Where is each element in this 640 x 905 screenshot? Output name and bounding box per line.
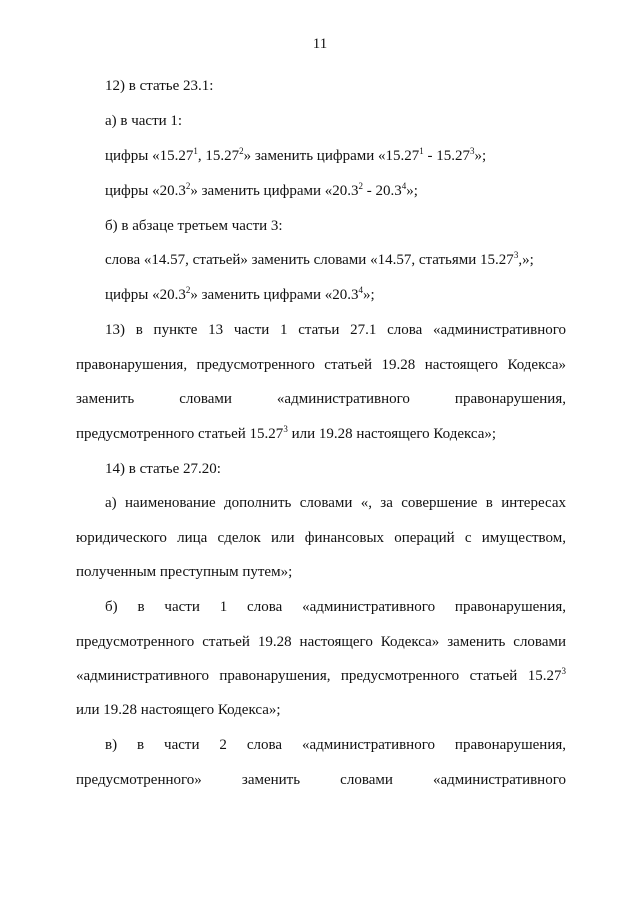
text-line: 14) в статье 27.20: [105, 461, 221, 477]
text-line: слова «14.57, статьей» заменить словами «14.57, статьями 15.27$^3$,»; [105, 250, 534, 268]
text-line: цифры «20.3$^2$» заменить цифрами «20.3$^2$ - 20.3$^4$»; [105, 181, 418, 199]
text-line: предусмотренного статьей 15.27$^3$ или 19.28 настоящего Кодекса»; [76, 424, 497, 442]
text-line: правонарушения, предусмотренного статьей 19.28 настоящего Кодекса» [76, 357, 566, 373]
text-line: цифры «20.3$^2$» заменить цифрами «20.3$^4$»; [105, 285, 375, 303]
text-line: предусмотренного статьей 19.28 настоящего Кодекса» заменить словами [76, 634, 566, 650]
text-line: 13) в пункте 13 части 1 статьи 27.1 слова «административного [105, 322, 566, 338]
text-line: «административного правонарушения, предусмотренного статьей 15.27$^3$ [76, 666, 566, 684]
text-line: а) наименование дополнить словами «, за совершение в интересах [105, 495, 566, 511]
text-line: полученным преступным путем»; [76, 564, 293, 580]
page-number: 11 [312, 36, 328, 52]
text-line: заменить словами «административного правонарушения, [76, 391, 566, 407]
text-line: в) в части 2 слова «административного правонарушения, [105, 737, 566, 753]
text-line: или 19.28 настоящего Кодекса»; [76, 702, 281, 718]
text-line: б) в абзаце третьем части 3: [105, 218, 283, 234]
text-line: б) в части 1 слова «административного правонарушения, [105, 599, 566, 615]
text-line: а) в части 1: [105, 113, 183, 129]
text-line: предусмотренного» заменить словами «административного [76, 772, 566, 788]
text-line: цифры «15.27$^1$, 15.27$^2$» заменить цифрами «15.27$^1$ - 15.27$^3$»; [105, 146, 487, 164]
text-line: юридического лица сделок или финансовых операций с имуществом, [76, 530, 566, 546]
text-line: 12) в статье 23.1: [105, 78, 214, 94]
